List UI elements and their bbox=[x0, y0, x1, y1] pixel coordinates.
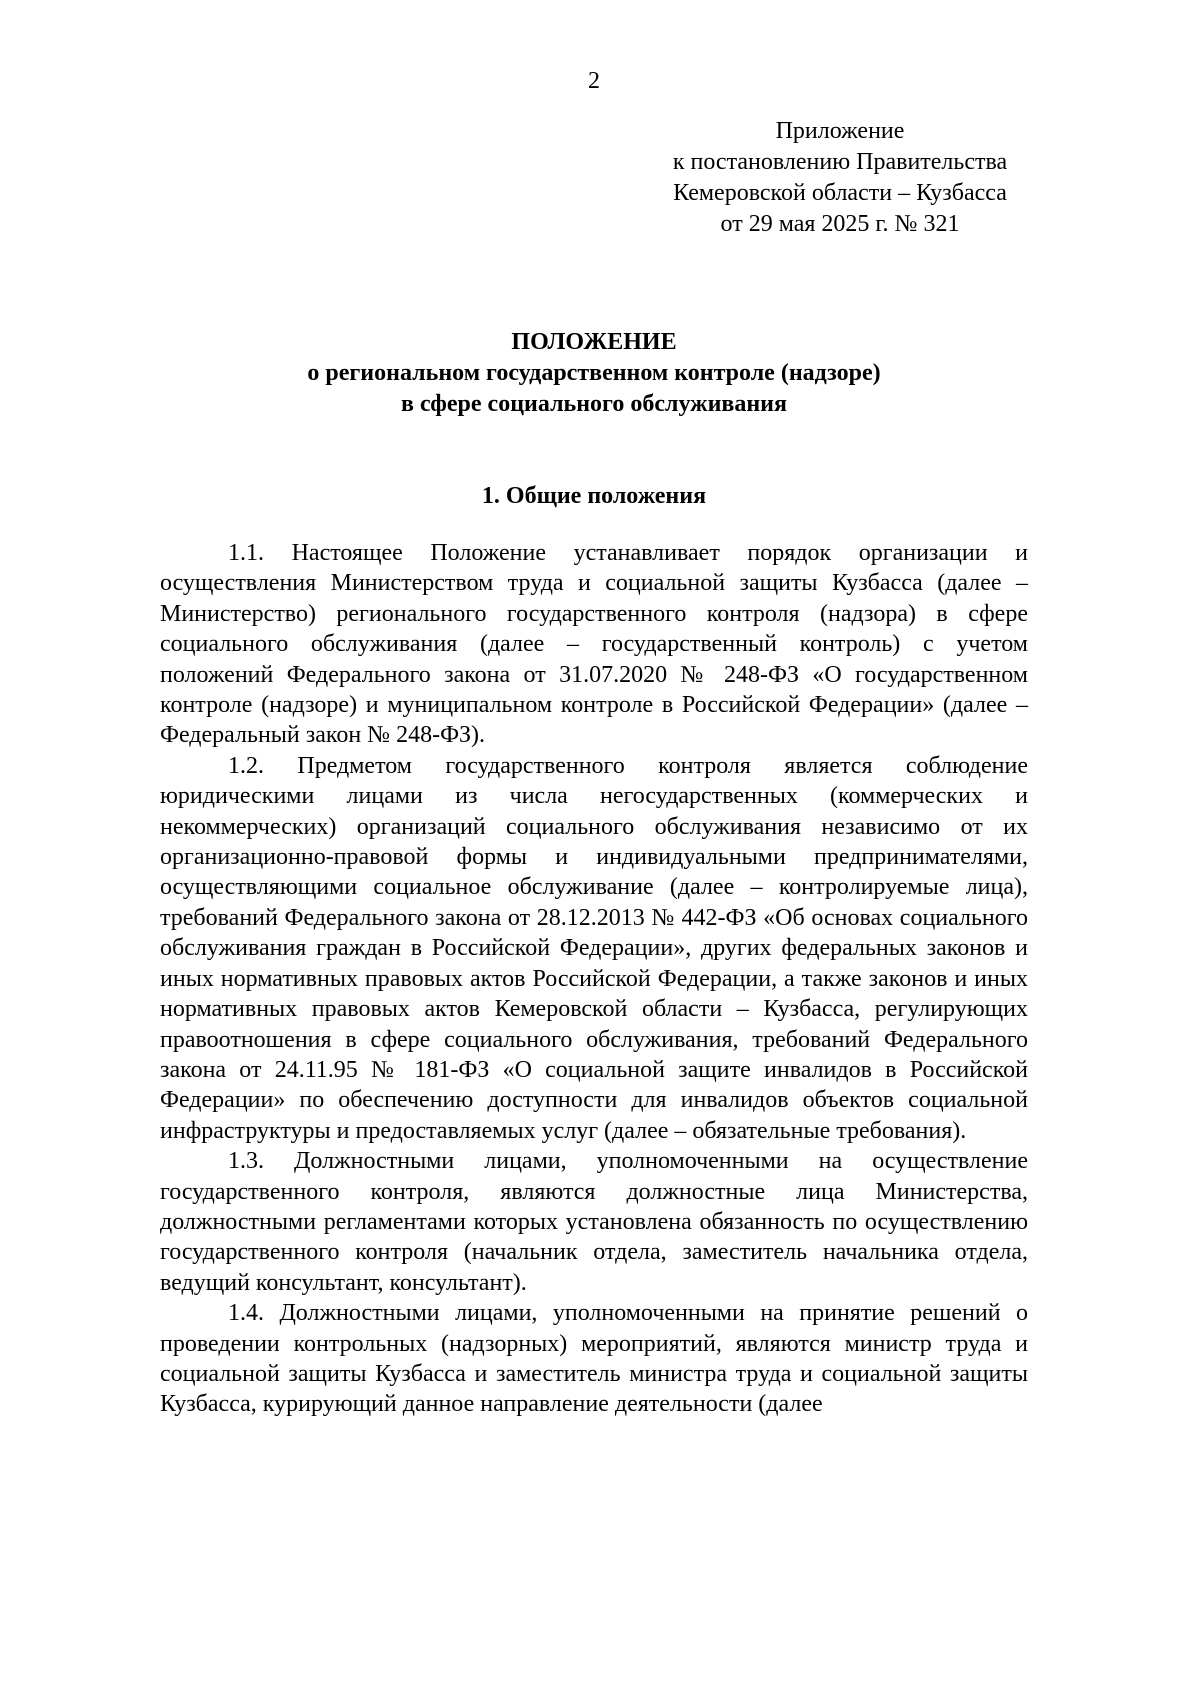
section-heading: 1. Общие положения bbox=[481, 483, 707, 509]
appendix-line: Приложение bbox=[775, 118, 905, 144]
page-number: 2 bbox=[588, 68, 600, 94]
paragraph-1-2: 1.2. Предметом государственного контроля является соблюдение юридическими лицами из числа негосударственных (коммерческих и некоммерческих) организаций социального обслуживания независимо от их организационно-правовой формы и индивидуальными предпринимателями, осуществляющими социальное обслуживание (далее – контролируемые лица), требований Федерального закона от 28.12.2013 № 442-ФЗ «Об основах социального обслуживания граждан в Российской Федерации», других федеральных законов и иных нормативных правовых актов Российской Федерации, а также законов и иных нормативных правовых актов Кемеровской области – Кузбасса, регулирующих правоотношения в сфере социального обслуживания, требований Федерального закона от 24.11.95 № 181-ФЗ «О социальной защите инвалидов в Российской Федерации» по обеспечению доступности для инвалидов объектов социальной инфраструктуры и предоставляемых услуг (далее – обязательные требования). bbox=[160, 752, 1028, 1144]
appendix-line: Кемеровской области – Кузбасса bbox=[673, 180, 1007, 206]
paragraph-1-1: 1.1. Настоящее Положение устанавливает порядок организации и осуществления Министерством труда и социальной защиты Кузбасса (далее – Министерство) регионального государственного контроля (надзора) в сфере социального обслуживания (далее – государственный контроль) с учетом положений Федерального закона от 31.07.2020 № 248-ФЗ «О государственном контроле (надзоре) и муниципальном контроле в Российской Федерации» (далее – Федеральный закон № 248-ФЗ). bbox=[160, 540, 1028, 749]
paragraph-1-3: 1.3. Должностными лицами, уполномоченными на осуществление государственного контроля, являются должностные лица Министерства, должностными регламентами которых установлена обязанность по осуществлению государственного контроля (начальник отдела, заместитель начальника отдела, ведущий консультант, консультант). bbox=[160, 1148, 1028, 1296]
title-line: о региональном государственном контроле (надзоре) bbox=[307, 360, 881, 386]
appendix-line: к постановлению Правительства bbox=[672, 149, 1008, 175]
appendix-line: от 29 мая 2025 г. № 321 bbox=[720, 211, 960, 237]
paragraph-1-4: 1.4. Должностными лицами, уполномоченными на принятие решений о проведении контрольных (надзорных) мероприятий, являются министр труда и социальной защиты Кузбасса и заместитель министра труда и социальной защиты Кузбасса, курирующий данное направление деятельности (далее bbox=[160, 1300, 1028, 1418]
title-line: ПОЛОЖЕНИЕ bbox=[511, 329, 677, 355]
appendix-block bbox=[640, 116, 1040, 240]
document-title bbox=[160, 327, 1028, 420]
body-text bbox=[160, 538, 1028, 1420]
title-line: в сфере социального обслуживания bbox=[401, 391, 787, 417]
